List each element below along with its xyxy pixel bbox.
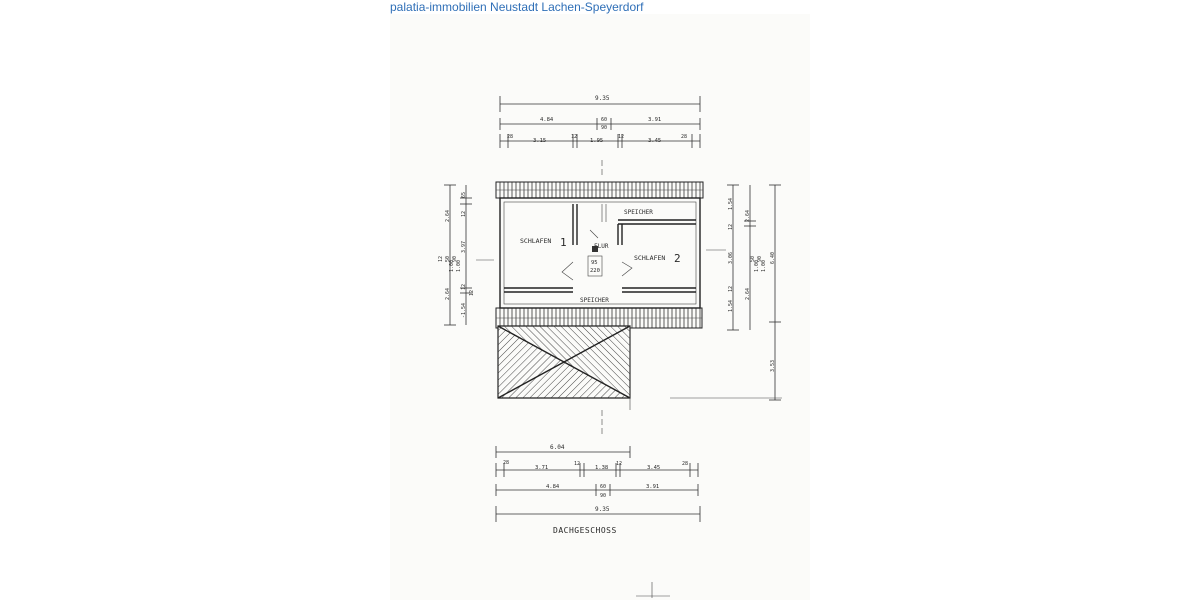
right-dim-m: 3.53 bbox=[770, 359, 776, 372]
roof-eave-middle bbox=[496, 308, 702, 328]
left-dim-b: 12 bbox=[461, 210, 467, 217]
room-number-1: 1 bbox=[560, 236, 567, 249]
left-dim-m: 12 bbox=[469, 289, 475, 296]
top-seg-2: 1.95 bbox=[590, 138, 604, 144]
top-mid-dim-a: 60 bbox=[601, 117, 608, 123]
room-label-speicher-bottom: SPEICHER bbox=[580, 297, 609, 304]
left-dim-g: 90 bbox=[452, 255, 458, 262]
left-dim-c: 65 bbox=[461, 191, 467, 198]
top-wall-1: 12 bbox=[571, 134, 578, 140]
top-dimensions bbox=[500, 95, 700, 148]
right-dim-f: 90 bbox=[757, 255, 763, 262]
right-dim-c: 12 bbox=[728, 223, 734, 230]
left-dim-d: 3.97 bbox=[461, 240, 467, 253]
top-seg-1: 3.15 bbox=[533, 138, 547, 144]
bottom-left-dim: 4.84 bbox=[546, 484, 560, 490]
right-dim-k: 2.64 bbox=[745, 287, 751, 300]
right-dim-j: 12 bbox=[728, 285, 734, 292]
bottom-right-dim: 3.91 bbox=[646, 484, 660, 490]
top-wall-right: 28 bbox=[681, 134, 688, 140]
right-dim-b: 2.64 bbox=[745, 209, 751, 222]
plan-title: DACHGESCHOSS bbox=[553, 526, 617, 535]
bottom-wall-2: 12 bbox=[616, 461, 623, 467]
bottom-wall-right: 28 bbox=[682, 461, 689, 467]
door-dim-a: 95 bbox=[591, 260, 598, 266]
roof-eave-top bbox=[496, 182, 703, 198]
top-left-dim: 4.84 bbox=[540, 117, 554, 123]
roof-lower-hip bbox=[498, 326, 630, 410]
right-dim-g: 1.00 bbox=[754, 259, 760, 272]
left-dim-a: 2.64 bbox=[445, 209, 451, 222]
top-total-dim: 9.35 bbox=[595, 95, 610, 102]
top-seg-3: 3.45 bbox=[648, 138, 662, 144]
door-dim-b: 220 bbox=[590, 268, 600, 274]
left-dim-l: -1.54 bbox=[461, 302, 467, 318]
right-dim-e: 50 bbox=[750, 255, 756, 262]
left-dim-k: 12 bbox=[461, 283, 467, 290]
left-dim-h: 1.00 bbox=[449, 259, 455, 272]
bottom-partial-dim: 6.04 bbox=[550, 444, 565, 451]
bottom-wall-left: 28 bbox=[503, 460, 510, 466]
room-label-schlafen-1: SCHLAFEN bbox=[520, 237, 552, 245]
right-dim-i: 1.54 bbox=[728, 299, 734, 312]
interior-walls bbox=[500, 198, 700, 308]
right-dim-h: 1.00 bbox=[761, 259, 767, 272]
bottom-mid-dim-b: 90 bbox=[600, 493, 607, 499]
right-dim-a: 1.54 bbox=[728, 197, 734, 210]
left-dim-i: 1.00 bbox=[456, 259, 462, 272]
top-mid-dim-b: 90 bbox=[601, 125, 608, 131]
left-dimensions bbox=[438, 185, 475, 325]
right-dim-d: 3.06 bbox=[728, 251, 734, 264]
bottom-dimensions bbox=[496, 444, 700, 522]
top-wall-left: 28 bbox=[507, 134, 514, 140]
top-wall-2: 12 bbox=[618, 134, 625, 140]
room-label-schlafen-2: SCHLAFEN bbox=[634, 254, 666, 262]
top-right-dim: 3.91 bbox=[648, 117, 662, 123]
bottom-total-dim: 9.35 bbox=[595, 506, 610, 513]
page-caption[interactable]: palatia-immobilien Neustadt Lachen-Speyerdorf bbox=[390, 0, 644, 14]
bottom-seg-1: 3.71 bbox=[535, 465, 549, 471]
room-label-flur: FLUR bbox=[594, 243, 609, 250]
bottom-wall-1: 12 bbox=[574, 461, 581, 467]
room-number-2: 2 bbox=[674, 252, 681, 265]
room-labels bbox=[520, 209, 681, 304]
left-dim-j: 2.64 bbox=[445, 287, 451, 300]
right-dim-l: 6.40 bbox=[770, 251, 776, 264]
bottom-seg-2: 1.38 bbox=[595, 465, 609, 471]
bottom-mid-dim-a: 60 bbox=[600, 484, 607, 490]
room-label-speicher-top: SPEICHER bbox=[624, 209, 653, 216]
bottom-seg-3: 3.45 bbox=[647, 465, 661, 471]
left-dim-e: 12 bbox=[438, 255, 444, 262]
left-dim-f: 50 bbox=[445, 255, 451, 262]
floor-plan-drawing bbox=[390, 0, 810, 600]
